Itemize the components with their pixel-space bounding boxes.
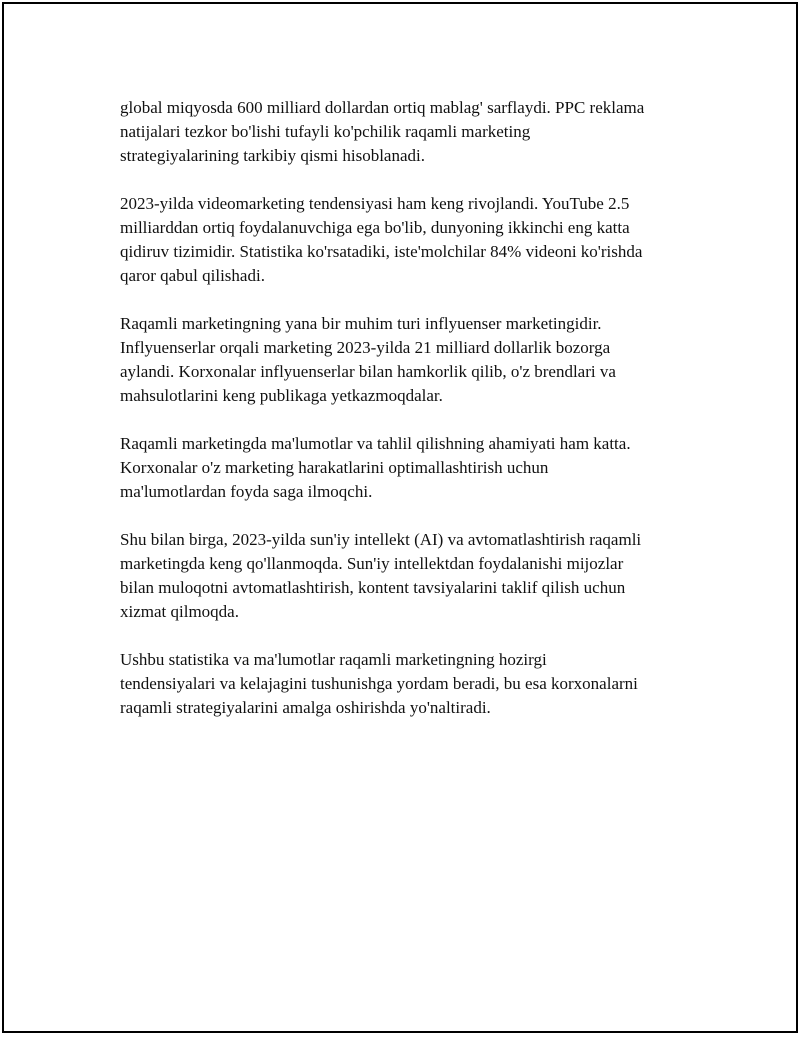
document-page: [2, 2, 798, 1033]
paragraph-1: global miqyosda 600 milliard dollardan ortiq mablag' sarflaydi. PPC reklama natijalari tezkor bo'lishi tufayli ko'pchilik raqamli marketing strategiyalarining tarkibiy qismi hisoblanadi.: [120, 98, 645, 165]
paragraph-2: 2023-yilda videomarketing tendensiyasi ham keng rivojlandi. YouTube 2.5 milliarddan ortiq foydalanuvchiga ega bo'lib, dunyoning ikkinchi eng katta qidiruv tizimidir. Statistika ko'rsatadiki, iste'molchilar 84% videoni ko'rishda qaror qabul qilishadi.: [120, 194, 643, 285]
paragraph-6: Ushbu statistika va ma'lumotlar raqamli marketingning hozirgi tendensiyalari va kelajagini tushunishga yordam beradi, bu esa korxonalarni raqamli strategiyalarini amalga oshirishda yo'naltiradi.: [120, 650, 638, 717]
document-body: [120, 96, 700, 744]
paragraph-4: Raqamli marketingda ma'lumotlar va tahlil qilishning ahamiyati ham katta. Korxonalar o'z marketing harakatlarini optimallashtirish uchun ma'lumotlardan foyda saga ilmoqchi.: [120, 434, 631, 501]
paragraph-5: Shu bilan birga, 2023-yilda sun'iy intellekt (AI) va avtomatlashtirish raqamli marketingda keng qo'llanmoqda. Sun'iy intellektdan foydalanishi mijozlar bilan muloqotni avtomatlashtirish, kontent tavsiyalarini taklif qilish uchun xizmat qilmoqda.: [120, 530, 642, 621]
paragraph-3: Raqamli marketingning yana bir muhim turi inflyuenser marketingidir. Inflyuenserlar orqali marketing 2023-yilda 21 milliard dollarlik bozorga aylandi. Korxonalar inflyuenserlar bilan hamkorlik qilib, o'z brendlari va mahsulotlarini keng publikaga yetkazmoqdalar.: [120, 314, 616, 405]
